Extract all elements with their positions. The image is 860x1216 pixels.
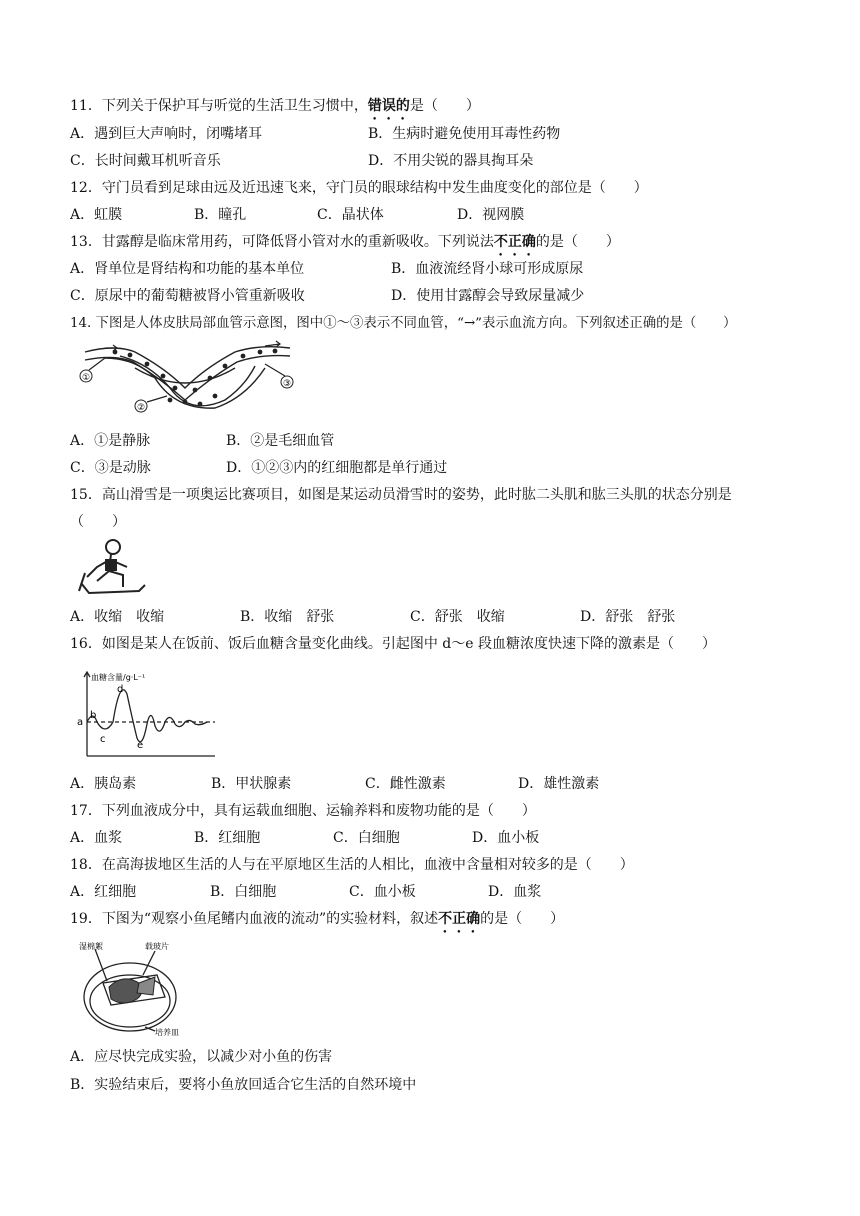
q11-option-c: C．长时间戴耳机听音乐 [70,153,221,169]
q19-stem-text: 19．下图为“观察小鱼尾鳍内血液的流动”的实验材料，叙述 [70,911,439,927]
q11-stem-tail: 是（ ） [409,98,480,114]
q12-option-d: D．视网膜 [457,207,525,223]
q13-option-d: D．使用甘露醇会导致尿量减少 [391,288,585,304]
q11-option-b: B．生病时避免使用耳毒性药物 [368,126,561,142]
q11-stem-text: 11．下列关于保护耳与听觉的生活卫生习惯中， [70,98,368,114]
q19-figure-fish-petri-dish [75,937,187,1041]
q15-stem-blank: （ ） [70,514,126,530]
q17-option-c: C．白细胞 [333,830,400,846]
q15-option-a: A．收缩 收缩 [70,609,165,625]
q13-option-b: B．血液流经肾小球可形成原尿 [391,261,584,277]
q11-option-a: A．遇到巨大声响时，闭嘴堵耳 [70,126,263,142]
q14-option-a: A．①是静脉 [70,433,151,449]
q11-stem [70,96,480,123]
q11-option-d: D．不用尖锐的器具掏耳朵 [368,153,534,169]
q14-fig-label-1: ① [81,373,91,383]
q13-stem-text: 13．甘露醇是临床常用药，可降低肾小管对水的重新吸收。下列说法 [70,234,494,250]
q16-fig-point-d: d [117,684,124,695]
q18-option-c: C．血小板 [349,884,416,900]
q13-stem-tail: 的是（ ） [535,234,620,250]
q16-fig-point-b: b [90,710,97,721]
q14-stem: 14. 下图是人体皮肤局部血管示意图，图中①～③表示不同血管，“→”表示血流方向。下列叙述正确的是（ ） [70,316,737,331]
q16-fig-point-c: c [100,734,106,745]
q18-option-a: A．红细胞 [70,884,137,900]
q12-option-b: B．瞳孔 [194,207,247,223]
q19-option-b: B．实验结束后，要将小鱼放回适合它生活的自然环境中 [70,1077,417,1093]
q19-fig-label-slide: 载玻片 [145,942,169,951]
q14-option-b: B．②是毛细血管 [226,433,335,449]
q16-option-b: B．甲状腺素 [211,776,292,792]
q19-fig-label-dish: 培养皿 [155,1028,179,1037]
q13-emphasis: 不正确 [493,234,536,250]
q19-fig-label-cotton: 湿棉絮 [79,942,103,951]
q18-option-d: D．血浆 [488,884,542,900]
q16-option-d: D．雄性激素 [518,776,600,792]
q17-option-d: D．血小板 [472,830,540,846]
q11-emphasis: 错误的 [367,98,410,114]
q17-stem: 17．下列血液成分中，具有运载血细胞、运输养料和废物功能的是（ ） [70,803,536,819]
q17-option-a: A．血浆 [70,830,123,846]
q12-option-c: C．晶状体 [317,207,384,223]
q13-option-a: A．肾单位是肾结构和功能的基本单位 [70,261,305,277]
q15-option-c: C．舒张 收缩 [410,609,505,625]
q15-stem: 15．高山滑雪是一项奥运比赛项目，如图是某运动员滑雪时的姿势，此时肱二头肌和肱三头肌的状态分别是 [70,487,732,503]
q13-option-c: C．原尿中的葡萄糖被肾小管重新吸收 [70,288,305,304]
q13-stem [70,232,620,259]
q14-fig-label-3: ③ [282,379,292,389]
q19-option-a: A．应尽快完成实验，以减少对小鱼的伤害 [70,1049,333,1065]
q17-option-b: B．红细胞 [194,830,261,846]
q15-figure-skier [75,537,147,603]
q16-fig-point-a: a [77,717,84,728]
q18-option-b: B．白细胞 [210,884,277,900]
q16-stem: 16．如图是某人在饭前、饭后血糖含量变化曲线。引起图中 d～e 段血糖浓度快速下降的激素是（ ） [70,636,716,652]
q19-stem [70,909,564,936]
q15-option-d: D．舒张 舒张 [580,609,676,625]
q16-fig-point-e: e [137,740,144,751]
q16-option-c: C．雌性激素 [365,776,446,792]
q14-fig-label-2: ② [136,403,146,413]
q19-stem-tail: 的是（ ） [480,911,565,927]
q18-stem: 18．在高海拔地区生活的人与在平原地区生活的人相比，血液中含量相对较多的是（ ） [70,857,634,873]
q12-option-a: A．虹膜 [70,207,123,223]
q15-option-b: B．收缩 舒张 [240,609,335,625]
q16-option-a: A．胰岛素 [70,776,137,792]
q16-fig-ylabel: 血糖含量/g·L⁻¹ [91,673,146,682]
q19-emphasis: 不正确 [438,911,481,927]
q14-option-d: D．①②③内的红细胞都是单行通过 [226,460,448,476]
q14-option-c: C．③是动脉 [70,460,151,476]
q14-figure-skin-vessels [75,338,300,428]
q16-figure-blood-glucose-curve [75,664,220,766]
q12-stem: 12．守门员看到足球由远及近迅速飞来，守门员的眼球结构中发生曲度变化的部位是（ ） [70,180,648,196]
